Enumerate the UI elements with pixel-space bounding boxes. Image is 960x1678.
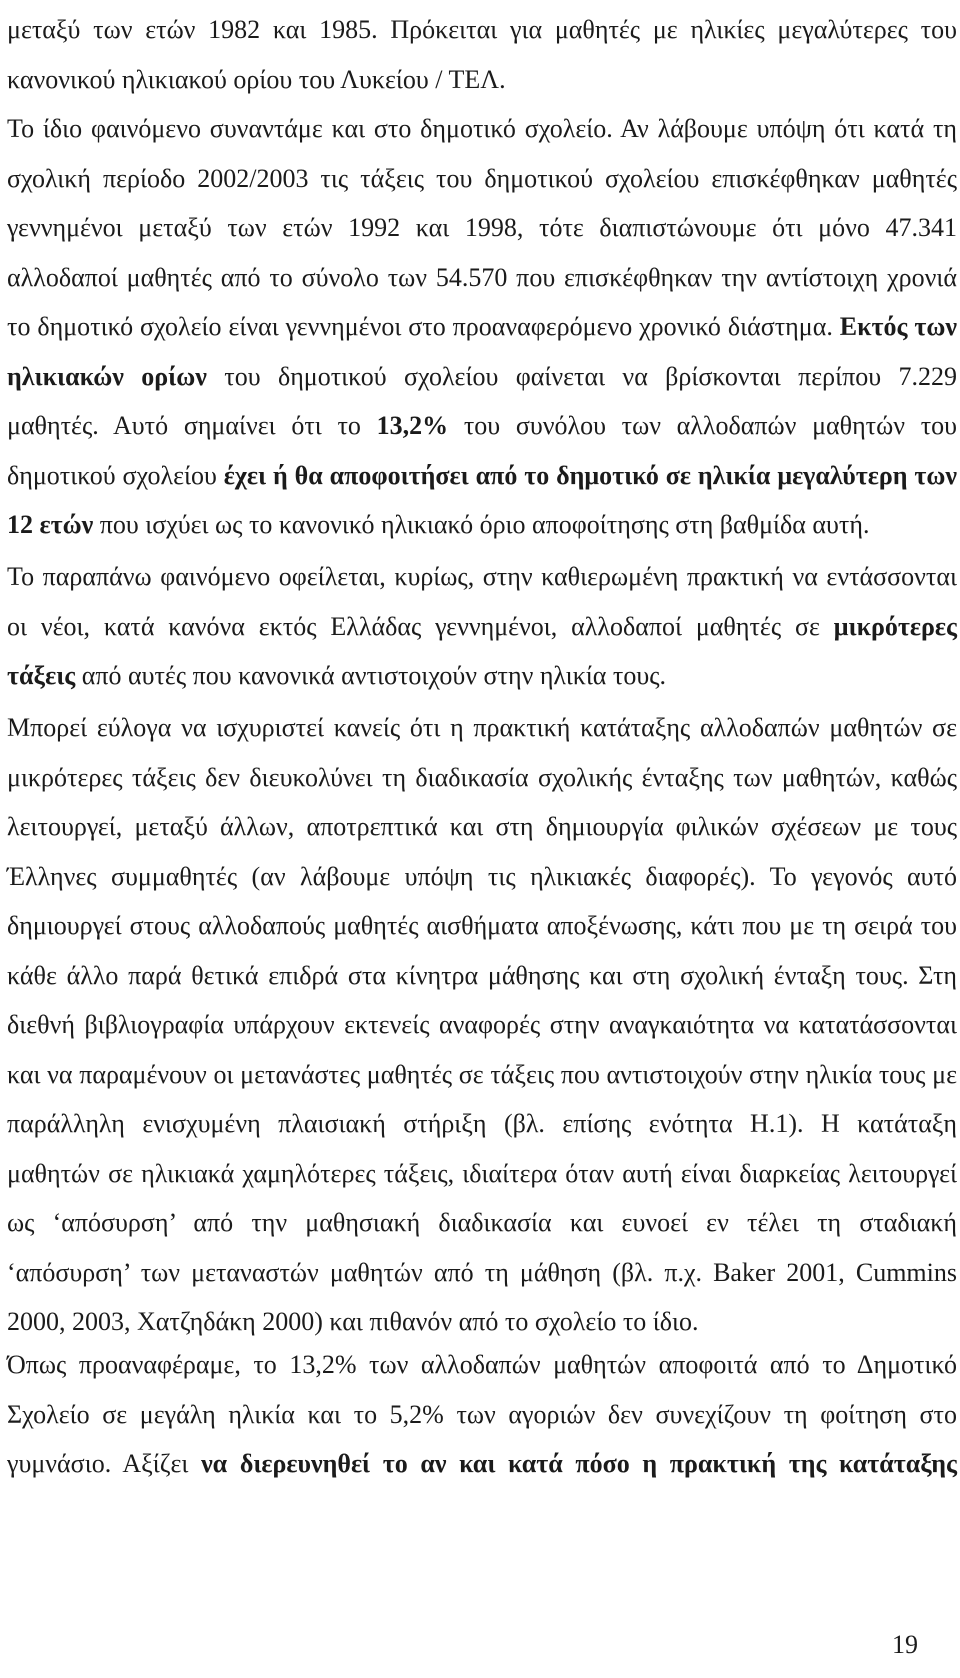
paragraph-5-text bbox=[7, 1340, 957, 1489]
text-segment: από αυτές που κανονικά αντιστοιχούν στην ηλικία τους. bbox=[75, 661, 667, 690]
bold-text-segment: 13,2% bbox=[376, 411, 449, 440]
paragraph-1-text bbox=[7, 5, 957, 104]
bold-text-segment: Εκτός των ηλικιακών ορίων bbox=[7, 312, 957, 391]
paragraph-4 bbox=[7, 703, 957, 1347]
paragraph-3 bbox=[7, 552, 957, 701]
page-number: 19 bbox=[892, 1630, 918, 1659]
text-segment: μεταξύ των ετών 1982 και 1985. Πρόκειται για μαθητές με ηλικίες μεγαλύτερες του κανονικού ηλικιακού ορίου του Λυκείου / ΤΕΛ. bbox=[7, 15, 957, 94]
text-segment: Το παραπάνω φαινόμενο οφείλεται, κυρίως, στην καθιερωμένη πρακτική να εντάσσονται οι νέοι, κατά κανόνα εκτός Ελλάδας γεννημένοι, αλλοδαποί μαθητές σε bbox=[7, 562, 957, 641]
text-segment: που ισχύει ως το κανονικό ηλικιακό όριο αποφοίτησης στη βαθμίδα αυτή. bbox=[93, 510, 870, 539]
text-segment: Μπορεί εύλογα να ισχυριστεί κανείς ότι η πρακτική κατάταξης αλλοδαπών μαθητών σε μικρότερες τάξεις δεν διευκολύνει τη διαδικασία σχολικής ένταξης των μαθητών, καθώς λειτουργεί, μεταξύ άλλων, αποτρεπτικά και στη δημιουργία φιλικών σχέσεων με τους Έλληνες συμμαθητές (αν λάβουμε υπόψη τις ηλικιακές διαφορές). Το γεγονός αυτό δημιουργεί στους αλλοδαπούς μαθητές αισθήματα αποξένωσης, κάτι που με τη σειρά του κάθε άλλο παρά θετικά επιδρά στα κίνητρα μάθησης και στη σχολική ένταξη τους. Στη διεθνή βιβλιογραφία υπάρχουν εκτενείς αναφορές στην αναγκαιότητα να κατατάσσονται και να παραμένουν οι μετανάστες μαθητές σε τάξεις που αντιστοιχούν στην ηλικία τους με παράλληλη ενισχυμένη πλαισιακή στήριξη (βλ. επίσης ενότητα Η.1). Η κατάταξη μαθητών σε ηλικιακά χαμηλότερες τάξεις, ιδιαίτερα όταν αυτή είναι διαρκείας λειτουργεί ως ‘απόσυρση’ από την μαθησιακή διαδικασία και ευνοεί εν τέλει τη σταδιακή ‘απόσυρση’ των μεταναστών μαθητών από τη μάθηση (βλ. π.χ. Baker 2001, Cummins 2000, 2003, Χατζηδάκη 2000) και πιθανόν από το σχολείο το ίδιο. bbox=[7, 713, 957, 1336]
paragraph-3-text bbox=[7, 552, 957, 701]
paragraph-2 bbox=[7, 104, 957, 550]
text-segment: Το ίδιο φαινόμενο συναντάμε και στο δημοτικό σχολείο. Αν λάβουμε υπόψη ότι κατά τη σχολική περίοδο 2002/2003 τις τάξεις του δημοτικού σχολείου επισκέφθηκαν μαθητές γεννημένοι μεταξύ των ετών 1992 και 1998, τότε διαπιστώνουμε ότι μόνο 47.341 αλλοδαποί μαθητές από το σύνολο των 54.570 που επισκέφθηκαν την αντίστοιχη χρονιά το δημοτικό σχολείο είναι γεννημένοι στο προαναφερόμενο χρονικό διάστημα. bbox=[7, 114, 957, 341]
paragraph-1 bbox=[7, 5, 957, 104]
bold-text-segment: να διερευνηθεί το αν και κατά πόσο η πρακτική της κατάταξης bbox=[201, 1449, 958, 1478]
text-segment: του συνόλου των αλλοδαπών μαθητών του δημοτικού σχολείου bbox=[7, 411, 958, 490]
paragraph-4-text bbox=[7, 703, 957, 1347]
text-segment: του δημοτικού σχολείου φαίνεται να βρίσκονται περίπου 7.229 μαθητές. Αυτό σημαίνει ότι το bbox=[7, 361, 958, 440]
paragraph-5 bbox=[7, 1340, 957, 1489]
paragraph-2-text bbox=[7, 104, 957, 550]
text-segment: Όπως προαναφέραμε, το 13,2% των αλλοδαπών μαθητών αποφοιτά από το Δημοτικό Σχολείο σε μεγάλη ηλικία και το 5,2% των αγοριών δεν συνεχίζουν τη φοίτηση στο γυμνάσιο. Αξίζει bbox=[7, 1350, 957, 1478]
bold-text-segment: μικρότερες τάξεις bbox=[7, 611, 957, 690]
bold-text-segment: έχει ή θα αποφοιτήσει από το δημοτικό σε ηλικία μεγαλύτερη των 12 ετών bbox=[7, 460, 958, 539]
